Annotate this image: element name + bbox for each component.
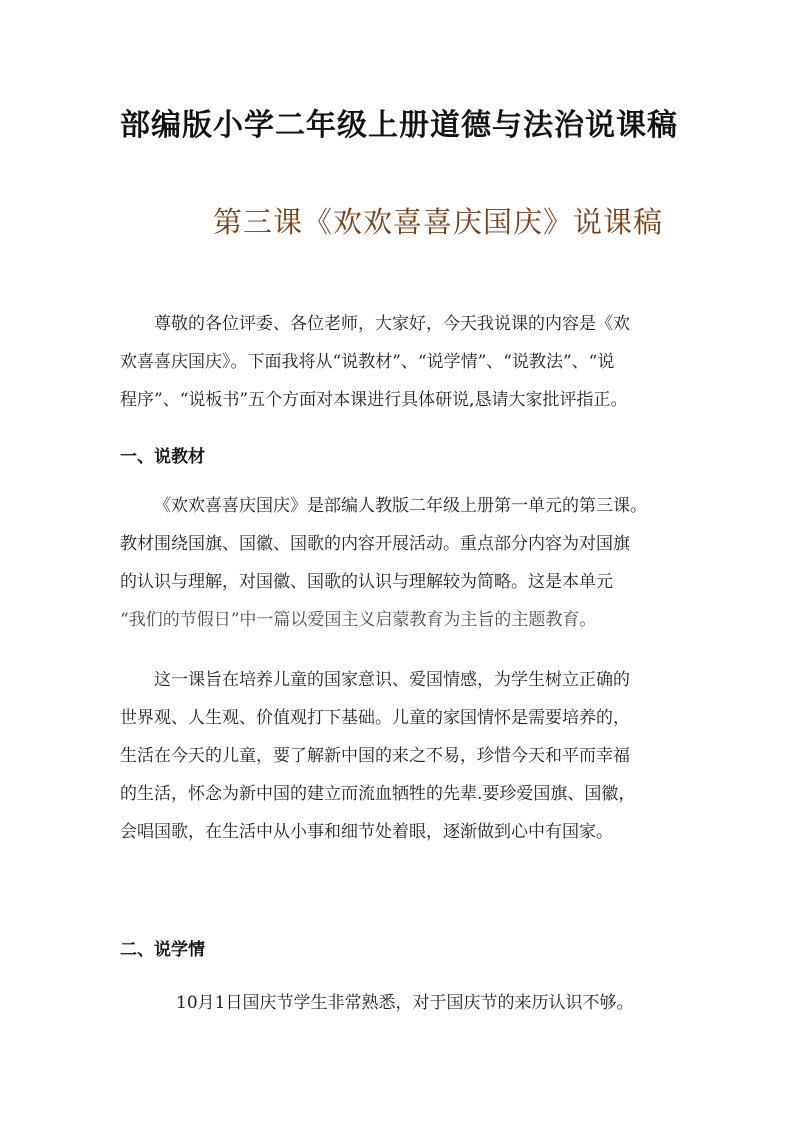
intro-line: 尊敬的各位评委、各位老师，大家好，今天我说课的内容是《欢 bbox=[154, 314, 630, 334]
paragraph-line: 《欢欢喜喜庆国庆》是部编人教版二年级上册第一单元的第三课。 bbox=[154, 496, 647, 516]
lesson-title: 第三课《欢欢喜喜庆国庆》说课稿 bbox=[213, 205, 664, 239]
intro-line: 欢喜喜庆国庆》。下面我将从“说教材”、“说学情”、“说教法”、“说 bbox=[120, 352, 615, 372]
section-heading-students: 二、说学情 bbox=[120, 940, 205, 960]
paragraph-line: 世界观、人生观、价值观打下基础。儿童的家国情怀是需要培养的， bbox=[120, 708, 630, 728]
paragraph-line: 教材围绕国旗、国徽、国歌的内容开展活动。重点部分内容为对国旗 bbox=[120, 534, 630, 554]
paragraph-line: 10月1日国庆节学生非常熟悉，对于国庆节的来历认识不够。 bbox=[176, 993, 634, 1013]
paragraph-line: 这一课旨在培养儿童的国家意识、爱国情感，为学生树立正确的 bbox=[154, 670, 630, 690]
paragraph-line: 的认识与理解，对国徽、国歌的认识与理解较为简略。这是本单元 bbox=[120, 572, 613, 592]
paragraph-line: 会唱国歌，在生活中从小事和细节处着眼，逐渐做到心中有国家。 bbox=[120, 822, 613, 842]
paragraph-line: “我们的节假日”中一篇以爱国主义启蒙教育为主旨的主题教育。 bbox=[120, 610, 597, 630]
paragraph-line: 的生活，怀念为新中国的建立而流血牺牲的先辈.要珍爱国旗、国徽， bbox=[120, 784, 636, 804]
paragraph-line: 生活在今天的儿童，要了解新中国的来之不易，珍惜今天和平而幸福 bbox=[120, 746, 630, 766]
textbook-paragraph-1 bbox=[120, 490, 680, 636]
intro-line: 程序”、“说板书”五个方面对本课进行具体研说,恳请大家批评指正。 bbox=[120, 390, 628, 410]
textbook-paragraph-2 bbox=[120, 664, 680, 848]
students-paragraph-1 bbox=[120, 987, 680, 1019]
document-title: 部编版小学二年级上册道德与法治说课稿 bbox=[120, 108, 678, 143]
intro-paragraph bbox=[120, 308, 680, 416]
section-heading-textbook: 一、说教材 bbox=[120, 447, 205, 467]
